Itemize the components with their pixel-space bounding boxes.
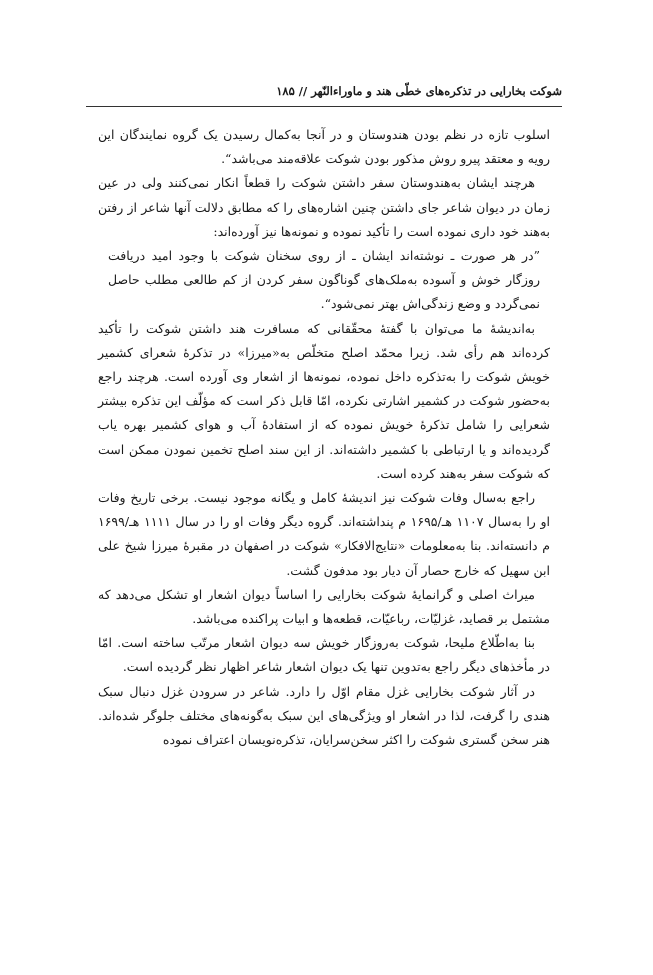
header-rule — [86, 106, 562, 107]
paragraph: بنا به‌اطّلاع ملیحا، شوکت به‌روزگار خویش سه دیوان اشعار مرتّب ساخته است. امّا در مأخذهای دیگر راجع به‌تدوین تنها یک دیوان اشعار شاعر اظهار نظر گردیده است. — [98, 635, 550, 675]
paragraph: در آثار شوکت بخارایی غزل مقام اوّل را دارد. شاعر در سرودن غزل دنبال سبک هندی را گرفت، لذا در اشعار او ویژگی‌های این سبک به‌گونه‌های مختلف جلوگر شده‌اند. هنر سخن گستری شوکت را اکثر سخن‌سرایان، تذکره‌نویسان اعتراف نموده — [98, 683, 550, 748]
paragraph: به‌اندیشهٔ ما می‌توان با گفتهٔ محقّقانی که مسافرت هند داشتن شوکت را تأکید کرده‌اند هم رأی شد. زیرا محمّد اصلح متخلّص به«میرزا» در تذکرهٔ شعرای کشمیر خویش شوکت را به‌تذکره داخل نموده، نمونه‌ها از اشعار وی آورده است. هرچند راجع به‌حضور شوکت در کشمیر اشارتی نکرده، امّا قابل ذکر است که مؤلّف این تذکره بیشتر شعرایی را شامل تذکرهٔ خویش نموده که از استفادهٔ آب و هوای کشمیر بهره یاب گردیده‌اند و یا ارتباطی با کشمیر داشته‌اند. از این سند اصلح تخمین نمودن ممکن است که شوکت سفر به‌هند کرده است. — [98, 320, 550, 481]
paragraph: هرچند ایشان به‌هندوستان سفر داشتن شوکت را قطعاً انکار نمی‌کنند ولی در عین زمان در دیوان شاعر جای داشتن چنین اشاره‌های را که مطابق دلالت آنها شاعر از رفتن به‌هند خود داری نموده است را تأکید نموده و نمونه‌ها نیز آورده‌اند: — [98, 175, 550, 239]
block-quote: ”در هر صورت ـ نوشته‌اند ایشان ـ از روی سخنان شوکت با وجود امید دریافت روزگار خوش و آسوده به‌ملک‌های گوناگون سفر کردن از کم طالعی مطلب حاصل نمی‌گردد و وضع زندگی‌اش بهتر نمی‌شود“. — [108, 248, 540, 312]
paragraph: میراث اصلی و گرانمایهٔ شوکت بخارایی را اساساً دیوان اشعار او تشکل می‌دهد که مشتمل بر قصاید، غزلیّات، رباعیّات، قطعه‌ها و ابیات پراکنده می‌باشد. — [98, 586, 550, 627]
body-text — [98, 123, 550, 752]
running-head: شوکت بخارایی در تذکره‌های خطّی هند و ماوراءالنّهر // ۱۸۵ — [276, 84, 562, 98]
paragraph-continued: اسلوب تازه در نظم بودن هندوستان و در آنجا به‌کمال رسیدن یک گروه نمایندگان این رویه و معتقد پیرو روش مذکور بودن شوکت علاقه‌مند می‌باشد“. — [98, 127, 550, 167]
paragraph: راجع به‌سال وفات شوکت نیز اندیشهٔ کامل و یگانه موجود نیست. برخی تاریخ وفات او را به‌سال ۱۱۰۷ هـ/۱۶۹۵ م پنداشته‌اند. گروه دیگر وفات او را در سال ۱۱۱۱ هـ/۱۶۹۹ م دانسته‌اند. بنا به‌معلومات «نتایج‌الافکار» شوکت در اصفهان در مقبرهٔ میرزا شیخ علی ابن سهیل که خارج حصار آن دیار بود مدفون گشت. — [98, 490, 550, 578]
